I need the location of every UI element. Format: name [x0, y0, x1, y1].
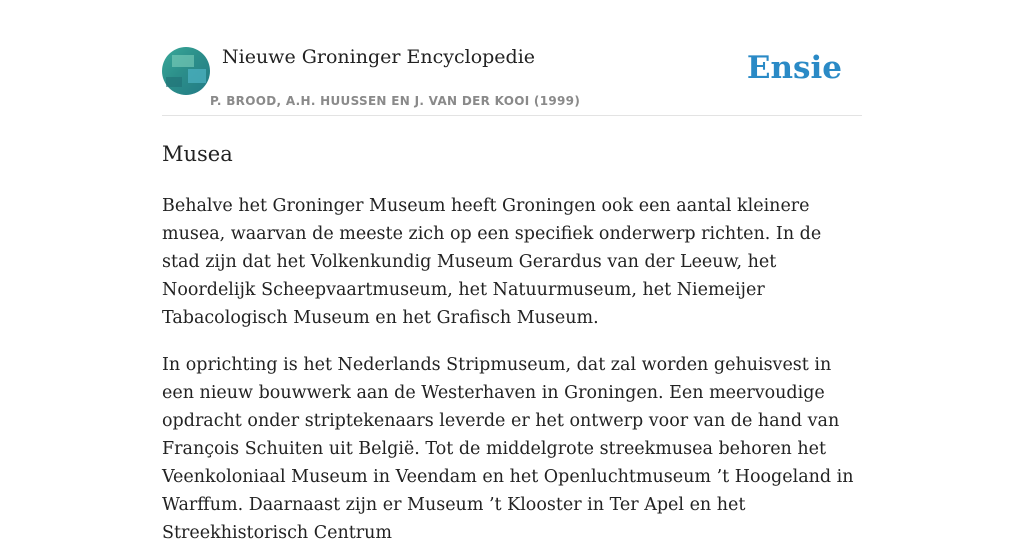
book-authors: P. BROOD, A.H. HUUSSEN EN J. VAN DER KOOI (1999) [210, 94, 581, 108]
article [162, 140, 862, 547]
article-paragraph: In oprichting is het Nederlands Stripmuseum, dat zal worden gehuisvest in een nieuw bouwwerk aan de Westerhaven in Groningen. Een meervoudige opdracht onder striptekenaars leverde er het ontwerp voor van de hand van François Schuiten uit België. Tot de middelgrote streekmusea behoren het Veenkoloniaal Museum in Veendam en het Openluchtmuseum ’t Hoogeland in Warffum. Daarnaast zijn er Museum ’t Klooster in Ter Apel en het Streekhistorisch Centrum [162, 355, 854, 543]
book-title-link[interactable]: Nieuwe Groninger Encyclopedie [222, 46, 536, 68]
book-header [162, 0, 862, 116]
article-paragraph: Behalve het Groninger Museum heeft Groningen ook een aantal kleinere musea, waarvan de meeste zich op een specifiek onderwerp richten. In de stad zijn dat het Volkenkundig Museum Gerardus van der Leeuw, het Noordelijk Scheepvaartmuseum, het Natuurmuseum, het Niemeijer Tabacologisch Museum en het Grafisch Museum. [162, 196, 822, 328]
cover-detail [172, 55, 194, 67]
article-title: Musea [162, 142, 233, 166]
cover-detail [166, 77, 182, 87]
cover-detail [188, 69, 206, 83]
book-cover-thumbnail[interactable] [162, 47, 210, 95]
header-divider [162, 115, 862, 116]
ensie-logo-link[interactable]: Ensie [746, 50, 842, 86]
